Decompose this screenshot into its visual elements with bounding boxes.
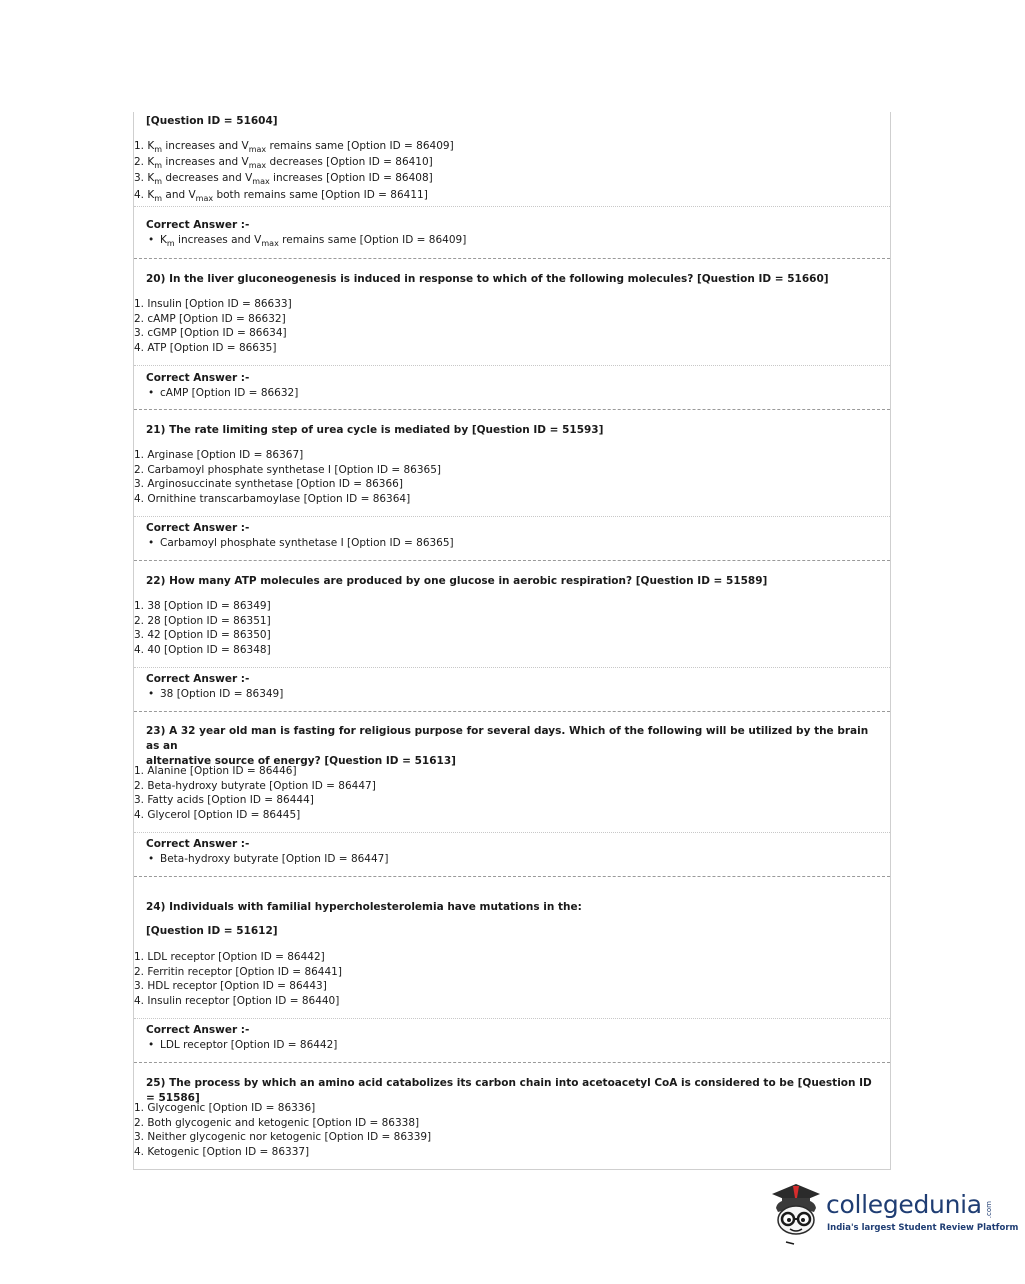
option-item: 1. Arginase [Option ID = 86367]	[134, 449, 304, 461]
question-divider	[134, 876, 890, 877]
option-item: 3. Neither glycogenic nor ketogenic [Option ID = 86339]	[134, 1131, 432, 1144]
question-21-block	[134, 423, 890, 438]
question-id: [Question ID = 51604]	[146, 115, 278, 127]
option-item: 2. Carbamoyl phosphate synthetase I [Option ID = 86365]	[134, 463, 441, 476]
option-item: 4. Ornithine transcarbamoylase [Option ID = 86364]	[134, 493, 411, 506]
option-item: 4. Glycerol [Option ID = 86445]	[134, 809, 301, 822]
correct-answer: • Beta-hydroxy butyrate [Option ID = 86447]	[148, 853, 389, 865]
question-title-line-2: alternative source of energy? [Question ID = 51613]	[146, 755, 456, 767]
divider	[134, 516, 890, 517]
correct-answer-label: Correct Answer :-	[146, 1024, 250, 1036]
option-item: 2. cAMP [Option ID = 86632]	[134, 312, 286, 325]
option-item: 1. Insulin [Option ID = 86633]	[134, 298, 292, 310]
question-24-block	[134, 900, 890, 937]
question-divider	[134, 258, 890, 259]
mascot-icon	[766, 1176, 826, 1246]
correct-answer-block	[134, 219, 890, 246]
question-title: 20) In the liver gluconeogenesis is induced in response to which of the following molecules? [Question ID = 51660]	[146, 273, 829, 285]
correct-answer-label: Correct Answer :-	[146, 673, 250, 685]
option-item: 2. $K_m$ increases and $V_{max}$ decreases [Option ID = 86410]	[134, 156, 433, 171]
correct-answer-block	[134, 1024, 890, 1051]
option-item: 3. HDL receptor [Option ID = 86443]	[134, 980, 327, 993]
question-22-options	[134, 599, 890, 658]
question-23-options	[134, 764, 890, 823]
collegedunia-logo[interactable]	[766, 1176, 1019, 1246]
question-20-block	[134, 272, 890, 287]
correct-answer-label: Correct Answer :-	[146, 219, 250, 231]
option-item: 1. Glycogenic [Option ID = 86336]	[134, 1102, 316, 1114]
option-item: 3. 42 [Option ID = 86350]	[134, 629, 271, 642]
option-item: 3. Arginosuccinate synthetase [Option ID = 86366]	[134, 478, 403, 491]
correct-answer: • LDL receptor [Option ID = 86442]	[148, 1039, 338, 1051]
correct-answer: • Carbamoyl phosphate synthetase I [Option ID = 86365]	[148, 537, 454, 549]
question-divider	[134, 560, 890, 561]
question-title: 22) How many ATP molecules are produced by one glucose in aerobic respiration? [Question ID = 51589]	[146, 575, 768, 587]
option-item: 4. $K_m$ and $V_{max}$ both remains same [Option ID = 86411]	[134, 188, 428, 203]
question-divider	[134, 1062, 890, 1063]
question-21-options	[134, 448, 890, 507]
question-23-block	[134, 724, 890, 769]
correct-answer-block	[134, 522, 890, 549]
correct-answer-label: Correct Answer :-	[146, 522, 250, 534]
question-title: 21) The rate limiting step of urea cycle is mediated by [Question ID = 51593]	[146, 424, 604, 436]
option-item: 2. 28 [Option ID = 86351]	[134, 614, 271, 627]
question-divider	[134, 409, 890, 410]
question-20-options	[134, 297, 890, 356]
option-item: 1. $K_m$ increases and $V_{max}$ remains same [Option ID = 86409]	[134, 140, 454, 154]
option-item: 3. Fatty acids [Option ID = 86444]	[134, 794, 314, 807]
question-title: 25) The process by which an amino acid catabolizes its carbon chain into acetoacetyl CoA is considered to be [Question ID = 51586]	[146, 1077, 872, 1104]
correct-answer: • $K_m$ increases and $V_{max}$ remains same [Option ID = 86409]	[148, 234, 467, 248]
correct-answer-block	[134, 838, 890, 865]
option-item: 2. Ferritin receptor [Option ID = 86441]	[134, 965, 342, 978]
correct-answer: • 38 [Option ID = 86349]	[148, 688, 284, 700]
option-item: 2. Both glycogenic and ketogenic [Option ID = 86338]	[134, 1116, 420, 1129]
option-item: 4. 40 [Option ID = 86348]	[134, 644, 271, 657]
option-item: 1. LDL receptor [Option ID = 86442]	[134, 951, 325, 963]
logo-com: .com	[985, 1201, 993, 1219]
question-title: 24) Individuals with familial hypercholesterolemia have mutations in the:	[146, 901, 582, 913]
logo-tagline: India's largest Student Review Platform	[827, 1223, 1019, 1233]
logo-wordmark: collegedunia	[826, 1190, 982, 1219]
divider	[134, 1018, 890, 1019]
option-item: 3. $K_m$ decreases and $V_{max}$ increases [Option ID = 86408]	[134, 172, 433, 187]
question-divider	[134, 711, 890, 712]
divider	[134, 365, 890, 366]
option-item: 3. cGMP [Option ID = 86634]	[134, 327, 287, 340]
option-item: 1. Alanine [Option ID = 86446]	[134, 765, 297, 777]
question-id: [Question ID = 51612]	[146, 925, 278, 937]
correct-answer-block	[134, 673, 890, 700]
correct-answer-block	[134, 372, 890, 399]
question-sheet	[133, 112, 891, 1170]
question-19-options	[134, 139, 890, 202]
option-item: 4. Insulin receptor [Option ID = 86440]	[134, 995, 340, 1008]
divider	[134, 832, 890, 833]
divider	[134, 206, 890, 207]
correct-answer-label: Correct Answer :-	[146, 838, 250, 850]
option-item: 4. ATP [Option ID = 86635]	[134, 342, 277, 355]
question-22-block	[134, 574, 890, 589]
question-25-options	[134, 1101, 890, 1160]
question-24-options	[134, 950, 890, 1009]
divider	[134, 667, 890, 668]
question-19-block	[134, 115, 890, 127]
question-title-line-1: 23) A 32 year old man is fasting for religious purpose for several days. Which of the following will be utilized by the brain as an	[146, 725, 869, 752]
correct-answer-label: Correct Answer :-	[146, 372, 250, 384]
option-item: 1. 38 [Option ID = 86349]	[134, 600, 271, 612]
option-item: 2. Beta-hydroxy butyrate [Option ID = 86447]	[134, 779, 376, 792]
correct-answer: • cAMP [Option ID = 86632]	[148, 387, 299, 399]
option-item: 4. Ketogenic [Option ID = 86337]	[134, 1146, 310, 1159]
